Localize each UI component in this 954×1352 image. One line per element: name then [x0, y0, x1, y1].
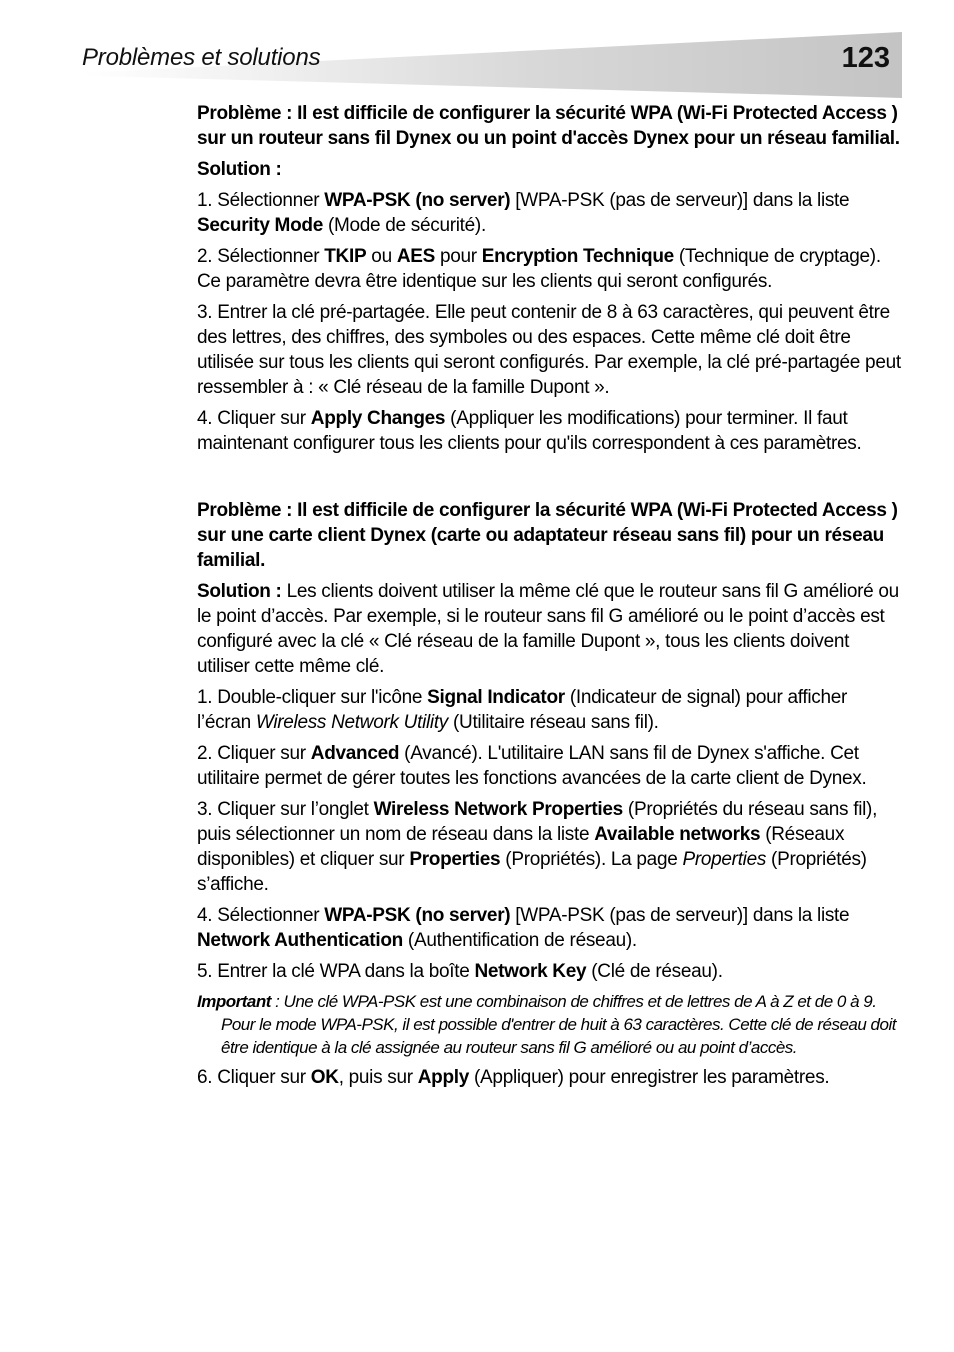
problem-heading-1: Problème : Il est difficile de configurer la sécurité WPA (Wi-Fi Protected Access ) sur un routeur sans fil Dynex ou un point d'accès Dynex pour un réseau familial.: [197, 103, 900, 149]
step-2-5: 5. Entrer la clé WPA dans la boîte Network Key (Clé de réseau).: [197, 961, 723, 982]
step-1-2: 2. Sélectionner TKIP ou AES pour Encryption Technique (Technique de cryptage). Ce paramètre devra être identique sur les clients qui seront configurés.: [197, 246, 881, 292]
problem-heading-2: Problème : Il est difficile de configurer la sécurité WPA (Wi-Fi Protected Access ) sur une carte client Dynex (carte ou adaptateur réseau sans fil) pour un réseau familial.: [197, 500, 898, 571]
running-head: Problèmes et solutions: [82, 44, 321, 71]
important-note: Important : Une clé WPA-PSK est une combinaison de chiffres et de lettres de A à Z et de 0 à 9. Pour le mode WPA-PSK, il est possible d'entrer de huit à 63 caractères. Cette clé de réseau doit être identique à la clé assignée au routeur sans fil G amélioré ou au point d’accès.: [197, 992, 896, 1057]
solution-label-1: Solution :: [197, 159, 282, 180]
step-2-3: 3. Cliquer sur l’onglet Wireless Network Properties (Propriétés du réseau sans fil), puis sélectionner un nom de réseau dans la liste Available networks (Réseaux disponibles) et cliquer sur Properties (Propriétés). La page Properties (Propriétés) s’affiche.: [197, 799, 878, 895]
step-2-1: 1. Double-cliquer sur l'icône Signal Indicator (Indicateur de signal) pour afficher l’écran Wireless Network Utility (Utilitaire réseau sans fil).: [197, 687, 848, 733]
page-number: 123: [841, 42, 890, 74]
step-1-3: 3. Entrer la clé pré-partagée. Elle peut contenir de 8 à 63 caractères, qui peuvent être des lettres, des chiffres, des symboles ou des espaces. Cette même clé doit être utilisée sur tous les clients qui seront configurés. Par exemple, la clé pré-partagée peut ressembler à : « Clé réseau de la famille Dupont ».: [197, 302, 901, 398]
step-1-4: 4. Cliquer sur Apply Changes (Appliquer les modifications) pour terminer. Il faut maintenant configurer tous les clients pour qu'ils correspondent à ces paramètres.: [197, 408, 862, 454]
main-content: [197, 101, 903, 1096]
step-2-2: 2. Cliquer sur Advanced (Avancé). L'utilitaire LAN sans fil de Dynex s'affiche. Cet utilitaire permet de gérer toutes les fonctions avancées de la carte client de Dynex.: [197, 743, 867, 789]
step-2-4: 4. Sélectionner WPA-PSK (no server) [WPA-PSK (pas de serveur)] dans la liste Network Authentication (Authentification de réseau).: [197, 905, 850, 951]
section-spacer: [197, 462, 903, 498]
solution-paragraph-2: Solution : Les clients doivent utiliser la même clé que le routeur sans fil G amélioré ou le point d’accès. Par exemple, si le routeur sans fil G amélioré ou le point d’accès est configuré avec la clé « Clé réseau de la famille Dupont », tous les clients doivent utiliser cette même clé.: [197, 581, 899, 677]
step-2-6: 6. Cliquer sur OK, puis sur Apply (Appliquer) pour enregistrer les paramètres.: [197, 1067, 830, 1088]
step-1-1: 1. Sélectionner WPA-PSK (no server) [WPA-PSK (pas de serveur)] dans la liste Security Mode (Mode de sécurité).: [197, 190, 850, 236]
